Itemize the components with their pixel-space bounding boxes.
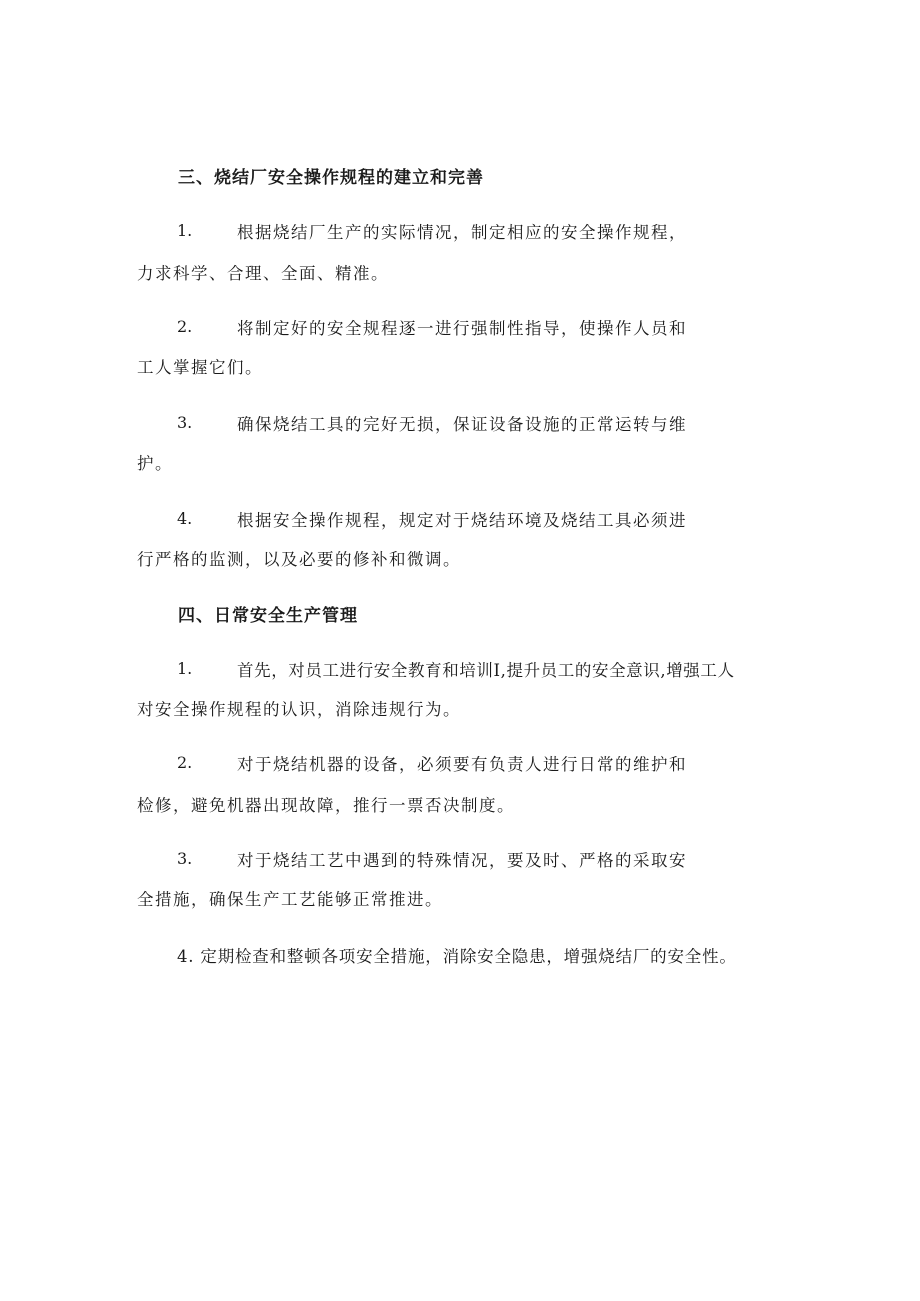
- paragraph-line: 4. 定期检查和整顿各项安全措施，消除安全隐患，增强烧结厂的安全性。: [177, 947, 737, 966]
- paragraph-line: 首先，对员工进行安全教育和培训I,提升员工的安全意识,增强工人: [237, 661, 735, 680]
- paragraph-line: 工人掌握它们。: [137, 358, 263, 377]
- paragraph-line: 对于烧结工艺中遇到的特殊情况，要及时、严格的采取安: [237, 851, 687, 870]
- paragraph-line: 行严格的监测，以及必要的修补和微调。: [137, 550, 461, 569]
- item-number: 1.: [177, 659, 193, 678]
- paragraph-line: 将制定好的安全规程逐一进行强制性指导，使操作人员和: [237, 319, 687, 338]
- item-number: 2.: [177, 317, 193, 336]
- item-number: 2.: [177, 753, 193, 772]
- paragraph-line: 全措施，确保生产工艺能够正常推进。: [137, 890, 443, 909]
- paragraph-line: 对于烧结机器的设备，必须要有负责人进行日常的维护和: [237, 755, 687, 774]
- paragraph-line: 确保烧结工具的完好无损，保证设备设施的正常运转与维: [237, 415, 687, 434]
- item-number: 3.: [177, 413, 193, 432]
- paragraph-line: 力求科学、合理、全面、精准。: [137, 264, 389, 283]
- paragraph-line: 根据安全操作规程，规定对于烧结环境及烧结工具必须进: [237, 511, 687, 530]
- item-number: 4.: [177, 509, 193, 528]
- paragraph-line: 检修，避免机器出现故障，推行一票否决制度。: [137, 796, 515, 815]
- paragraph-line: 对安全操作规程的认识，消除违规行为。: [137, 700, 461, 719]
- paragraph-line: 护。: [137, 454, 173, 473]
- item-number: 3.: [177, 849, 193, 868]
- paragraph-line: 根据烧结厂生产的实际情况，制定相应的安全操作规程，: [237, 223, 687, 242]
- section-heading-4: 四、日常安全生产管理: [178, 606, 358, 626]
- section-heading-3: 三、烧结厂安全操作规程的建立和完善: [178, 168, 484, 188]
- item-number: 1.: [177, 221, 193, 240]
